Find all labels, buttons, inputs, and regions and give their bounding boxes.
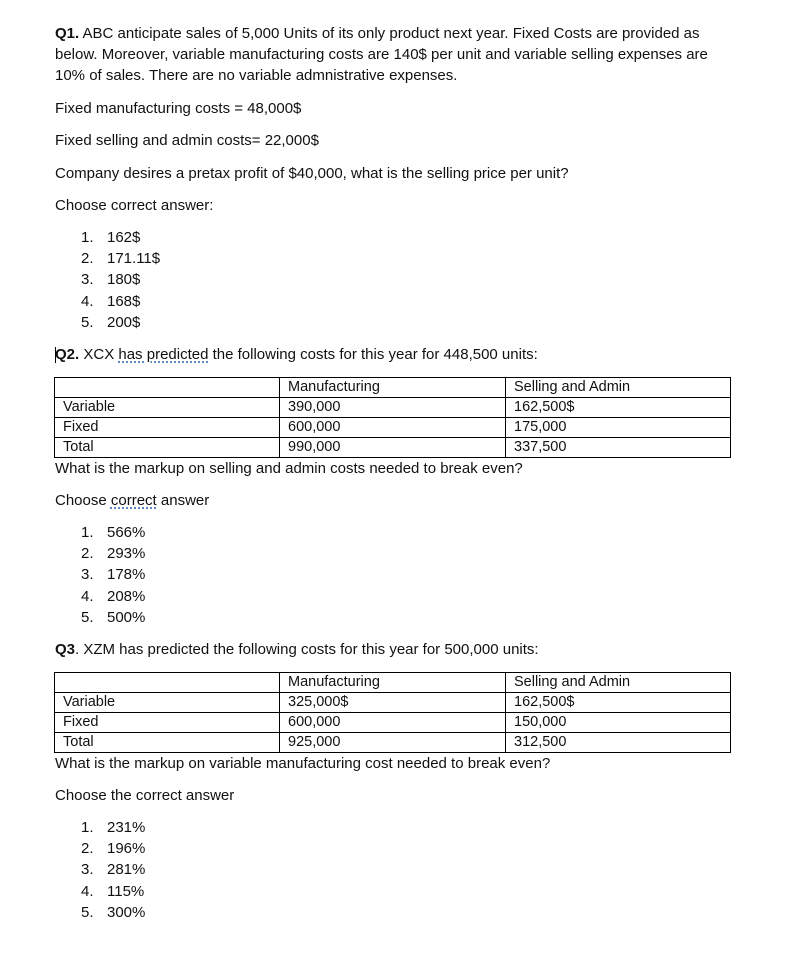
q2-option[interactable]: [55, 522, 145, 543]
option-text: 566%: [107, 524, 146, 541]
table-cell: Total: [55, 733, 280, 753]
table-cell: 162,500$: [506, 693, 731, 713]
option-text: 115%: [107, 882, 145, 900]
q2-option[interactable]: [55, 586, 145, 607]
q1-option[interactable]: [55, 248, 160, 269]
q3-option[interactable]: [55, 859, 145, 880]
option-text: 281%: [107, 861, 146, 879]
q3-text: . XZM has predicted the following costs for this year for 500,000 units:: [75, 641, 539, 658]
table-header-row: [55, 378, 731, 398]
q1-option[interactable]: [55, 227, 160, 248]
table-cell: 325,000$: [280, 693, 506, 713]
table-header-cell: [55, 673, 280, 693]
q3-question: What is the markup on variable manufacturing cost needed to break even?: [55, 755, 551, 772]
table-header-cell: Manufacturing: [280, 378, 506, 398]
q2-option[interactable]: [55, 607, 145, 628]
q1-fixed-selling: Fixed selling and admin costs= 22,000$: [55, 132, 319, 149]
q1-label: Q1.: [55, 25, 80, 42]
q2-option[interactable]: [55, 564, 145, 585]
table-cell: 150,000: [506, 713, 731, 733]
table-cell: 175,000: [506, 418, 731, 438]
table-cell: Variable: [55, 398, 280, 418]
option-number: 1.: [81, 819, 94, 836]
q2-choose-underlined: correct: [110, 492, 157, 509]
table-row: [55, 398, 731, 418]
q3-cost-table: [54, 672, 731, 753]
table-cell: Total: [55, 438, 280, 458]
option-number: 2.: [81, 840, 94, 858]
option-number: 3.: [81, 566, 94, 584]
table-header-cell: Manufacturing: [280, 673, 506, 693]
q1-question: Company desires a pretax profit of $40,000, what is the selling price per unit?: [55, 165, 569, 182]
option-text: 196%: [107, 840, 146, 858]
q2-question: What is the markup on selling and admin costs needed to break even?: [55, 460, 523, 477]
option-text: 231%: [107, 819, 146, 836]
q3-intro: [55, 639, 539, 660]
option-text: 180$: [107, 271, 141, 289]
option-number: 1.: [81, 229, 94, 246]
q1-text: ABC anticipate sales of 5,000 Units of its only product next year. Fixed Costs are provided as below. Moreover, variable manufacturing costs are 140$ per unit and variable selling expenses are 10% of sales. There are no variable admnistrative expenses.: [55, 25, 708, 84]
table-header-cell: Selling and Admin: [506, 673, 731, 693]
option-text: 178%: [107, 566, 146, 584]
q3-option[interactable]: [55, 838, 145, 859]
table-row: [55, 713, 731, 733]
option-text: 171.11$: [107, 250, 161, 268]
q3-option[interactable]: [55, 817, 145, 838]
table-cell: Fixed: [55, 418, 280, 438]
q2-cost-table: [54, 377, 731, 458]
option-number: 5.: [81, 313, 94, 331]
option-text: 500%: [107, 608, 146, 626]
option-text: 300%: [107, 903, 146, 921]
option-number: 5.: [81, 903, 94, 921]
q2-choose-a: Choose: [55, 492, 111, 509]
q1-option[interactable]: [55, 269, 160, 290]
table-cell: 337,500: [506, 438, 731, 458]
option-number: 3.: [81, 271, 94, 289]
table-cell: 312,500: [506, 733, 731, 753]
table-cell: Variable: [55, 693, 280, 713]
table-cell: 390,000: [280, 398, 506, 418]
table-header-row: [55, 673, 731, 693]
table-header-cell: Selling and Admin: [506, 378, 731, 398]
q2-choose: [55, 490, 209, 511]
q2-text-underlined: has predicted: [118, 346, 209, 363]
option-number: 2.: [81, 545, 94, 563]
q2-intro: [55, 344, 538, 365]
table-cell: 990,000: [280, 438, 506, 458]
option-text: 208%: [107, 587, 146, 605]
table-header-cell: [55, 378, 280, 398]
option-text: 293%: [107, 545, 146, 563]
q1-options: [55, 227, 160, 333]
q3-option[interactable]: [55, 881, 145, 902]
q2-text-a: XCX: [79, 346, 119, 363]
option-number: 2.: [81, 250, 94, 268]
q2-text-b: the following costs for this year for 448,500 units:: [208, 346, 538, 363]
q2-option[interactable]: [55, 543, 145, 564]
table-row: [55, 733, 731, 753]
option-number: 1.: [81, 524, 94, 541]
table-cell: 600,000: [280, 713, 506, 733]
option-number: 5.: [81, 608, 94, 626]
option-text: 200$: [107, 313, 141, 331]
table-cell: Fixed: [55, 713, 280, 733]
q3-options: [55, 817, 145, 923]
q3-option[interactable]: [55, 902, 145, 923]
q3-label: Q3: [55, 641, 76, 658]
q1-intro: [55, 23, 725, 86]
table-row: [55, 693, 731, 713]
table-cell: 925,000: [280, 733, 506, 753]
option-text: 168$: [107, 292, 141, 310]
q1-fixed-manufacturing: Fixed manufacturing costs = 48,000$: [55, 100, 302, 117]
option-number: 4.: [81, 882, 94, 900]
table-cell: 600,000: [280, 418, 506, 438]
option-text: 162$: [107, 229, 141, 246]
q2-options: [55, 522, 145, 628]
table-row: [55, 418, 731, 438]
option-number: 4.: [81, 292, 94, 310]
q3-choose: Choose the correct answer: [55, 787, 235, 804]
q2-label: Q2.: [55, 346, 80, 363]
q1-option[interactable]: [55, 291, 160, 312]
q1-choose: Choose correct answer:: [55, 197, 214, 214]
table-row: [55, 438, 731, 458]
option-number: 4.: [81, 587, 94, 605]
table-cell: 162,500$: [506, 398, 731, 418]
q1-option[interactable]: [55, 312, 160, 333]
option-number: 3.: [81, 861, 94, 879]
q2-choose-b: answer: [156, 492, 210, 509]
